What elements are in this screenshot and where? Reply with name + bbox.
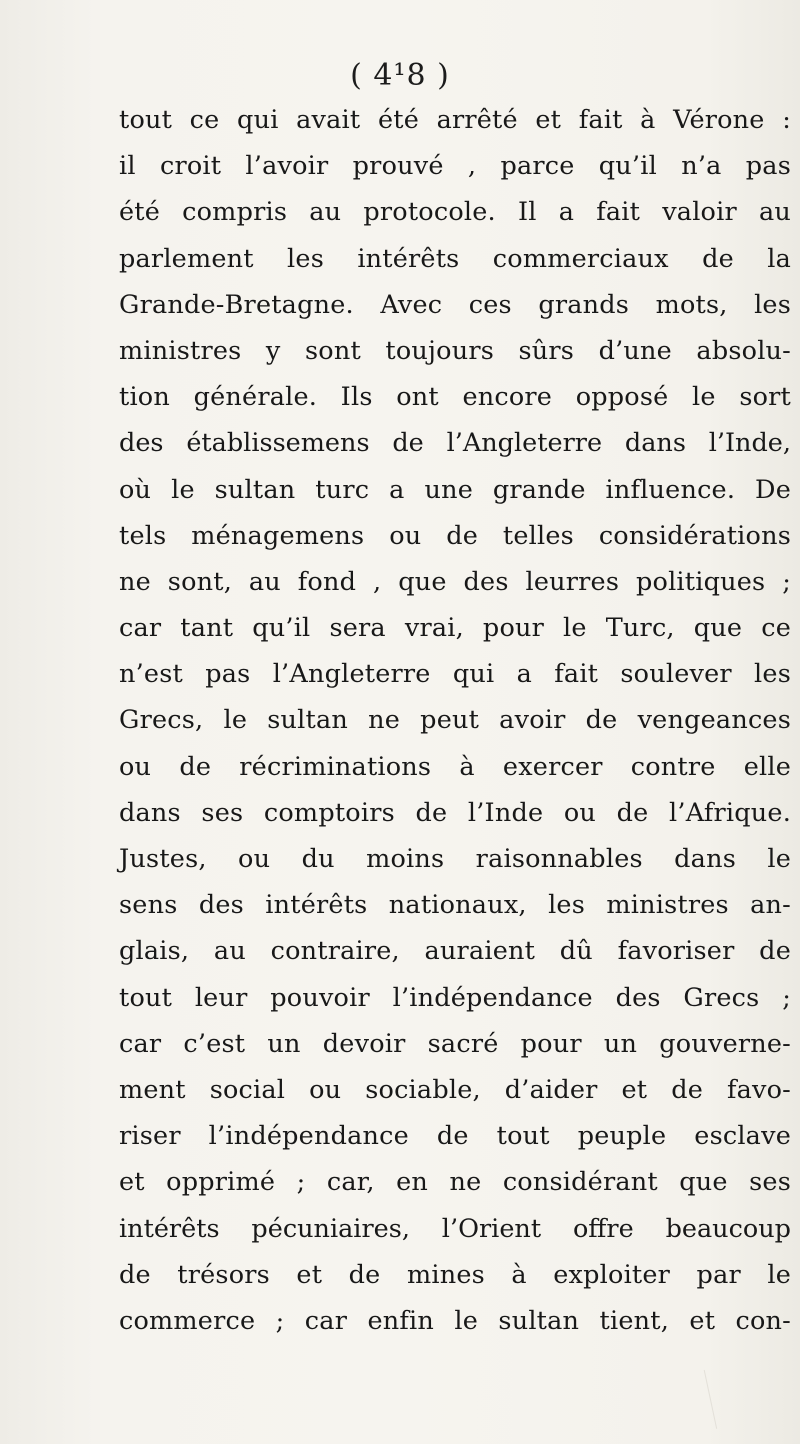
text-line: glais, au contraire, auraient dû favoriser de [119,936,791,967]
text-line: ministres y sont toujours sûrs d’une absolu- [119,335,791,366]
text-line: et opprimé ; car, en ne considérant que ses [119,1167,791,1198]
text-line: dans ses comptoirs de l’Inde ou de l’Afrique. [119,797,791,828]
text-line: intérêts pécuniaires, l’Orient offre beaucoup [119,1213,791,1244]
scan-artifact [698,1370,717,1430]
text-line: tels ménagemens ou de telles considérations [119,520,791,551]
text-line: tout ce qui avait été arrêté et fait à Vérone : [119,105,791,135]
text-line: Grande-Bretagne. Avec ces grands mots, les [119,289,791,320]
text-line: ment social ou sociable, d’aider et de favo- [119,1074,791,1105]
text-line: où le sultan turc a une grande influence. De [119,474,791,505]
text-line: commerce ; car enfin le sultan tient, et con- [119,1305,791,1336]
text-line: tout leur pouvoir l’indépendance des Grecs ; [119,982,791,1013]
text-line: Grecs, le sultan ne peut avoir de vengeances [119,705,791,736]
text-line: tion générale. Ils ont encore opposé le sort [119,382,791,413]
text-line: riser l’indépendance de tout peuple esclave [119,1121,791,1152]
text-line: sens des intérêts nationaux, les ministres an- [119,890,791,921]
text-line: ou de récriminations à exercer contre elle [119,751,791,782]
text-line: de trésors et de mines à exploiter par le [119,1259,791,1290]
text-line: parlement les intérêts commerciaux de la [119,243,791,274]
text-line: car tant qu’il sera vrai, pour le Turc, que ce [119,613,791,644]
body-text [119,97,791,1344]
text-line: il croit l’avoir prouvé , parce qu’il n’a pas [119,151,791,182]
text-line: Justes, ou du moins raisonnables dans le [119,844,791,874]
text-line: des établissemens de l’Angleterre dans l’Inde, [119,428,791,459]
page-number: ( 4¹8 ) [350,58,450,93]
text-line: car c’est un devoir sacré pour un gouverne- [119,1028,791,1059]
text-line: ne sont, au fond , que des leurres politiques ; [119,566,791,597]
text-line: été compris au protocole. Il a fait valoir au [119,197,791,228]
text-line: n’est pas l’Angleterre qui a fait soulever les [119,659,791,690]
